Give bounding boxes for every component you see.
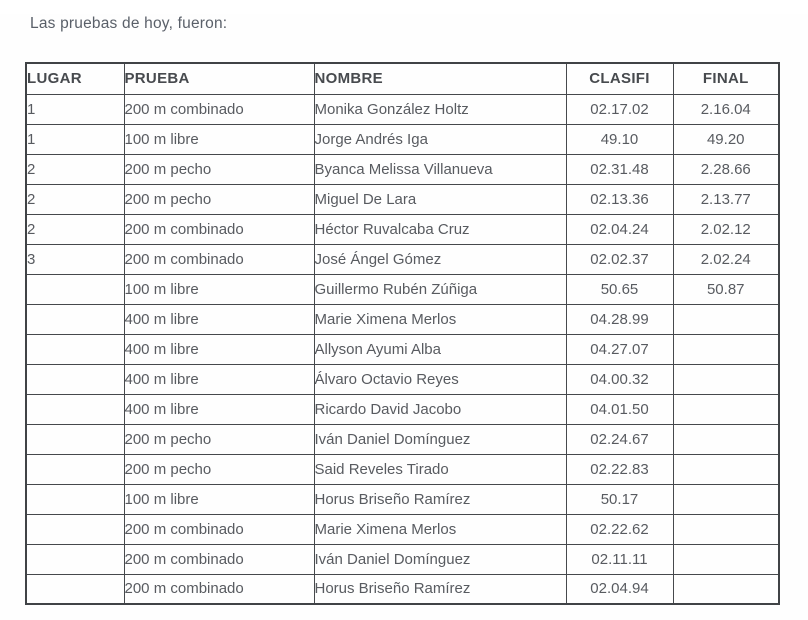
cell-final: [673, 574, 779, 604]
table-header: [26, 63, 779, 94]
cell-clasifi: 04.27.07: [566, 334, 673, 364]
cell-lugar: [26, 454, 124, 484]
table-row: [26, 514, 779, 544]
cell-nombre: Jorge Andrés Iga: [314, 124, 566, 154]
table-row: [26, 214, 779, 244]
cell-prueba: 200 m pecho: [124, 184, 314, 214]
table-row: [26, 574, 779, 604]
cell-final: 50.87: [673, 274, 779, 304]
cell-final: [673, 394, 779, 424]
cell-prueba: 400 m libre: [124, 304, 314, 334]
table-row: [26, 244, 779, 274]
cell-final: [673, 454, 779, 484]
table-row: [26, 424, 779, 454]
cell-prueba: 200 m combinado: [124, 214, 314, 244]
cell-clasifi: 04.00.32: [566, 364, 673, 394]
cell-lugar: 2: [26, 184, 124, 214]
cell-nombre: Ricardo David Jacobo: [314, 394, 566, 424]
cell-prueba: 200 m pecho: [124, 154, 314, 184]
cell-nombre: Byanca Melissa Villanueva: [314, 154, 566, 184]
cell-lugar: 1: [26, 124, 124, 154]
cell-final: [673, 334, 779, 364]
table-row: [26, 454, 779, 484]
cell-clasifi: 02.13.36: [566, 184, 673, 214]
cell-nombre: Said Reveles Tirado: [314, 454, 566, 484]
cell-nombre: Horus Briseño Ramírez: [314, 484, 566, 514]
cell-lugar: [26, 544, 124, 574]
cell-clasifi: 50.17: [566, 484, 673, 514]
table-row: [26, 394, 779, 424]
cell-lugar: [26, 574, 124, 604]
table-row: [26, 304, 779, 334]
page-title: Las pruebas de hoy, fueron:: [30, 15, 228, 32]
cell-nombre: Allyson Ayumi Alba: [314, 334, 566, 364]
cell-prueba: 200 m combinado: [124, 244, 314, 274]
results-table: [25, 62, 780, 605]
table-header-row: [26, 63, 779, 94]
cell-prueba: 400 m libre: [124, 364, 314, 394]
cell-clasifi: 02.02.37: [566, 244, 673, 274]
column-header-lugar: LUGAR: [26, 63, 124, 94]
table-row: [26, 274, 779, 304]
cell-final: 2.02.24: [673, 244, 779, 274]
cell-prueba: 200 m combinado: [124, 514, 314, 544]
cell-final: 2.13.77: [673, 184, 779, 214]
column-header-nombre: NOMBRE: [314, 63, 566, 94]
cell-clasifi: 02.31.48: [566, 154, 673, 184]
cell-clasifi: 04.28.99: [566, 304, 673, 334]
cell-lugar: 1: [26, 94, 124, 124]
table-row: [26, 484, 779, 514]
cell-lugar: [26, 304, 124, 334]
cell-final: 2.02.12: [673, 214, 779, 244]
cell-prueba: 100 m libre: [124, 124, 314, 154]
cell-nombre: Iván Daniel Domínguez: [314, 424, 566, 454]
cell-lugar: [26, 274, 124, 304]
cell-final: 2.28.66: [673, 154, 779, 184]
cell-prueba: 400 m libre: [124, 394, 314, 424]
cell-prueba: 200 m pecho: [124, 424, 314, 454]
cell-nombre: Iván Daniel Domínguez: [314, 544, 566, 574]
cell-final: 2.16.04: [673, 94, 779, 124]
table-row: [26, 154, 779, 184]
cell-nombre: Monika González Holtz: [314, 94, 566, 124]
cell-final: [673, 304, 779, 334]
cell-clasifi: 02.04.94: [566, 574, 673, 604]
cell-prueba: 200 m combinado: [124, 544, 314, 574]
cell-nombre: Marie Ximena Merlos: [314, 304, 566, 334]
column-header-prueba: PRUEBA: [124, 63, 314, 94]
column-header-final: FINAL: [673, 63, 779, 94]
cell-lugar: [26, 484, 124, 514]
cell-prueba: 200 m combinado: [124, 94, 314, 124]
cell-lugar: 2: [26, 214, 124, 244]
cell-nombre: Álvaro Octavio Reyes: [314, 364, 566, 394]
cell-lugar: [26, 394, 124, 424]
cell-nombre: Héctor Ruvalcaba Cruz: [314, 214, 566, 244]
cell-nombre: Miguel De Lara: [314, 184, 566, 214]
cell-nombre: Horus Briseño Ramírez: [314, 574, 566, 604]
cell-final: [673, 364, 779, 394]
document-page: [0, 14, 808, 620]
cell-clasifi: 02.17.02: [566, 94, 673, 124]
cell-clasifi: 02.22.83: [566, 454, 673, 484]
cell-nombre: José Ángel Gómez: [314, 244, 566, 274]
cell-lugar: 2: [26, 154, 124, 184]
cell-prueba: 200 m pecho: [124, 454, 314, 484]
table-row: [26, 184, 779, 214]
cell-prueba: 100 m libre: [124, 484, 314, 514]
column-header-clasifi: CLASIFI: [566, 63, 673, 94]
table-row: [26, 94, 779, 124]
cell-final: [673, 544, 779, 574]
cell-clasifi: 49.10: [566, 124, 673, 154]
cell-final: [673, 514, 779, 544]
cell-lugar: 3: [26, 244, 124, 274]
table-row: [26, 124, 779, 154]
cell-lugar: [26, 334, 124, 364]
cell-clasifi: 04.01.50: [566, 394, 673, 424]
cell-clasifi: 02.11.11: [566, 544, 673, 574]
cell-final: 49.20: [673, 124, 779, 154]
cell-nombre: Marie Ximena Merlos: [314, 514, 566, 544]
cell-clasifi: 02.22.62: [566, 514, 673, 544]
cell-final: [673, 484, 779, 514]
table-row: [26, 364, 779, 394]
cell-clasifi: 02.04.24: [566, 214, 673, 244]
cell-prueba: 200 m combinado: [124, 574, 314, 604]
cell-prueba: 100 m libre: [124, 274, 314, 304]
cell-final: [673, 424, 779, 454]
table-body: [26, 94, 779, 604]
cell-prueba: 400 m libre: [124, 334, 314, 364]
cell-nombre: Guillermo Rubén Zúñiga: [314, 274, 566, 304]
table-row: [26, 334, 779, 364]
cell-lugar: [26, 424, 124, 454]
cell-lugar: [26, 514, 124, 544]
table-row: [26, 544, 779, 574]
cell-clasifi: 02.24.67: [566, 424, 673, 454]
cell-lugar: [26, 364, 124, 394]
cell-clasifi: 50.65: [566, 274, 673, 304]
